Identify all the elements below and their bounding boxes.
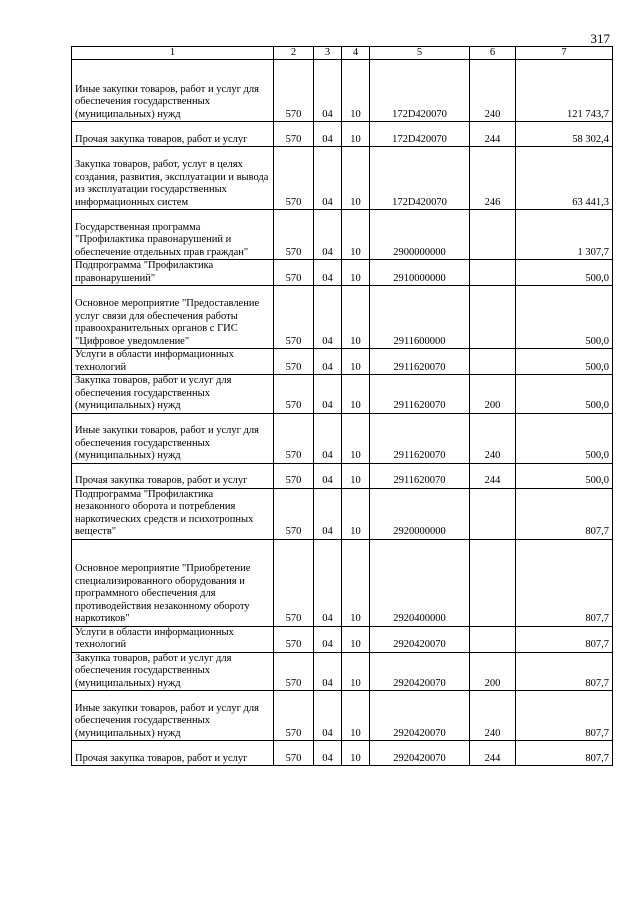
table-row — [72, 413, 613, 463]
row-name-cell: Услуги в области информационных технологий — [72, 626, 274, 652]
row-section-cell: 04 — [314, 375, 342, 414]
row-name-cell: Услуги в области информационных технологий — [72, 349, 274, 375]
row-amount-cell: 500,0 — [516, 260, 613, 286]
row-name-cell: Государственная программа "Профилактика правонарушений и обеспечение отдельных прав граждан" — [72, 210, 274, 260]
row-expense-type-cell: 244 — [470, 741, 516, 766]
column-header: 5 — [370, 47, 470, 60]
row-code-cell: 570 — [274, 539, 314, 626]
row-section-cell: 04 — [314, 741, 342, 766]
row-target-item-cell: 2910000000 — [370, 260, 470, 286]
row-code-cell: 570 — [274, 349, 314, 375]
row-subsection-cell: 10 — [342, 122, 370, 147]
row-amount-cell: 807,7 — [516, 488, 613, 539]
row-amount-cell: 63 441,3 — [516, 147, 613, 210]
row-code-cell: 570 — [274, 375, 314, 414]
table-row — [72, 626, 613, 652]
table-row — [72, 539, 613, 626]
row-name-cell: Основное мероприятие "Предоставление услуг связи для обеспечения работы правоохранительных органов с ГИС "Цифровое уведомление" — [72, 286, 274, 349]
row-subsection-cell: 10 — [342, 286, 370, 349]
row-code-cell: 570 — [274, 210, 314, 260]
row-code-cell: 570 — [274, 463, 314, 488]
column-header: 3 — [314, 47, 342, 60]
row-subsection-cell: 10 — [342, 652, 370, 691]
row-section-cell: 04 — [314, 652, 342, 691]
row-target-item-cell: 2911620070 — [370, 413, 470, 463]
column-header: 7 — [516, 47, 613, 60]
row-expense-type-cell: 244 — [470, 463, 516, 488]
row-name-cell: Иные закупки товаров, работ и услуг для обеспечения государственных (муниципальных) нужд — [72, 691, 274, 741]
row-expense-type-cell: 240 — [470, 413, 516, 463]
row-amount-cell: 500,0 — [516, 286, 613, 349]
row-target-item-cell: 2920420070 — [370, 691, 470, 741]
budget-table — [71, 46, 613, 766]
row-amount-cell: 500,0 — [516, 349, 613, 375]
row-amount-cell: 500,0 — [516, 375, 613, 414]
row-code-cell: 570 — [274, 652, 314, 691]
row-amount-cell: 500,0 — [516, 413, 613, 463]
row-name-cell: Основное мероприятие "Приобретение специализированного оборудования и программного обеспечения для противодействия незаконному обороту наркотиков" — [72, 539, 274, 626]
row-amount-cell: 121 743,7 — [516, 60, 613, 122]
row-subsection-cell: 10 — [342, 539, 370, 626]
row-expense-type-cell: 200 — [470, 652, 516, 691]
row-expense-type-cell: 240 — [470, 691, 516, 741]
row-subsection-cell: 10 — [342, 488, 370, 539]
row-subsection-cell: 10 — [342, 463, 370, 488]
table-row — [72, 286, 613, 349]
row-code-cell: 570 — [274, 147, 314, 210]
row-section-cell: 04 — [314, 626, 342, 652]
row-target-item-cell: 2920420070 — [370, 741, 470, 766]
row-section-cell: 04 — [314, 349, 342, 375]
row-subsection-cell: 10 — [342, 741, 370, 766]
row-amount-cell: 500,0 — [516, 463, 613, 488]
row-target-item-cell: 172D420070 — [370, 60, 470, 122]
page-number: 317 — [590, 31, 610, 46]
row-amount-cell: 1 307,7 — [516, 210, 613, 260]
row-name-cell: Подпрограмма "Профилактика незаконного оборота и потребления наркотических средств и психотропных веществ" — [72, 488, 274, 539]
row-expense-type-cell: 244 — [470, 122, 516, 147]
row-subsection-cell: 10 — [342, 691, 370, 741]
row-code-cell: 570 — [274, 741, 314, 766]
row-subsection-cell: 10 — [342, 349, 370, 375]
row-name-cell: Прочая закупка товаров, работ и услуг — [72, 122, 274, 147]
column-header: 1 — [72, 47, 274, 60]
row-subsection-cell: 10 — [342, 210, 370, 260]
row-expense-type-cell — [470, 626, 516, 652]
table-row — [72, 260, 613, 286]
row-expense-type-cell: 240 — [470, 60, 516, 122]
row-name-cell: Прочая закупка товаров, работ и услуг — [72, 463, 274, 488]
row-target-item-cell: 172D420070 — [370, 122, 470, 147]
row-name-cell: Закупка товаров, работ и услуг для обеспечения государственных (муниципальных) нужд — [72, 375, 274, 414]
row-target-item-cell: 2900000000 — [370, 210, 470, 260]
table-header-row — [72, 47, 613, 60]
row-code-cell: 570 — [274, 60, 314, 122]
row-target-item-cell: 2911620070 — [370, 463, 470, 488]
row-code-cell: 570 — [274, 691, 314, 741]
row-section-cell: 04 — [314, 488, 342, 539]
row-amount-cell: 58 302,4 — [516, 122, 613, 147]
table-row — [72, 60, 613, 122]
row-expense-type-cell — [470, 539, 516, 626]
row-section-cell: 04 — [314, 413, 342, 463]
row-section-cell: 04 — [314, 463, 342, 488]
table-row — [72, 463, 613, 488]
row-name-cell: Закупка товаров, работ и услуг для обеспечения государственных (муниципальных) нужд — [72, 652, 274, 691]
row-target-item-cell: 2920000000 — [370, 488, 470, 539]
row-target-item-cell: 2911620070 — [370, 349, 470, 375]
row-expense-type-cell: 200 — [470, 375, 516, 414]
row-code-cell: 570 — [274, 122, 314, 147]
row-expense-type-cell — [470, 286, 516, 349]
row-target-item-cell: 2920420070 — [370, 626, 470, 652]
table-row — [72, 488, 613, 539]
row-code-cell: 570 — [274, 413, 314, 463]
row-expense-type-cell: 246 — [470, 147, 516, 210]
row-section-cell: 04 — [314, 286, 342, 349]
row-subsection-cell: 10 — [342, 413, 370, 463]
row-target-item-cell: 172D420070 — [370, 147, 470, 210]
row-subsection-cell: 10 — [342, 147, 370, 210]
row-name-cell: Иные закупки товаров, работ и услуг для обеспечения государственных (муниципальных) нужд — [72, 60, 274, 122]
row-expense-type-cell — [470, 210, 516, 260]
row-subsection-cell: 10 — [342, 626, 370, 652]
column-header: 4 — [342, 47, 370, 60]
row-target-item-cell: 2911600000 — [370, 286, 470, 349]
row-target-item-cell: 2920420070 — [370, 652, 470, 691]
column-header: 6 — [470, 47, 516, 60]
row-amount-cell: 807,7 — [516, 691, 613, 741]
row-code-cell: 570 — [274, 260, 314, 286]
row-name-cell: Прочая закупка товаров, работ и услуг — [72, 741, 274, 766]
table-row — [72, 122, 613, 147]
row-section-cell: 04 — [314, 539, 342, 626]
row-target-item-cell: 2920400000 — [370, 539, 470, 626]
table-row — [72, 349, 613, 375]
row-code-cell: 570 — [274, 626, 314, 652]
row-amount-cell: 807,7 — [516, 539, 613, 626]
row-amount-cell: 807,7 — [516, 626, 613, 652]
row-subsection-cell: 10 — [342, 375, 370, 414]
row-expense-type-cell — [470, 260, 516, 286]
row-section-cell: 04 — [314, 122, 342, 147]
column-header: 2 — [274, 47, 314, 60]
row-code-cell: 570 — [274, 286, 314, 349]
row-name-cell: Иные закупки товаров, работ и услуг для обеспечения государственных (муниципальных) нужд — [72, 413, 274, 463]
table-row — [72, 652, 613, 691]
row-section-cell: 04 — [314, 691, 342, 741]
row-code-cell: 570 — [274, 488, 314, 539]
row-section-cell: 04 — [314, 210, 342, 260]
table-row — [72, 147, 613, 210]
row-expense-type-cell — [470, 349, 516, 375]
table-row — [72, 210, 613, 260]
row-name-cell: Подпрограмма "Профилактика правонарушений" — [72, 260, 274, 286]
row-amount-cell: 807,7 — [516, 652, 613, 691]
row-name-cell: Закупка товаров, работ, услуг в целях создания, развития, эксплуатации и вывода из эксплуатации государственных информационных систем — [72, 147, 274, 210]
row-section-cell: 04 — [314, 260, 342, 286]
row-target-item-cell: 2911620070 — [370, 375, 470, 414]
table-row — [72, 375, 613, 414]
row-section-cell: 04 — [314, 147, 342, 210]
row-amount-cell: 807,7 — [516, 741, 613, 766]
table-row — [72, 741, 613, 766]
row-subsection-cell: 10 — [342, 260, 370, 286]
table-row — [72, 691, 613, 741]
row-expense-type-cell — [470, 488, 516, 539]
row-section-cell: 04 — [314, 60, 342, 122]
row-subsection-cell: 10 — [342, 60, 370, 122]
